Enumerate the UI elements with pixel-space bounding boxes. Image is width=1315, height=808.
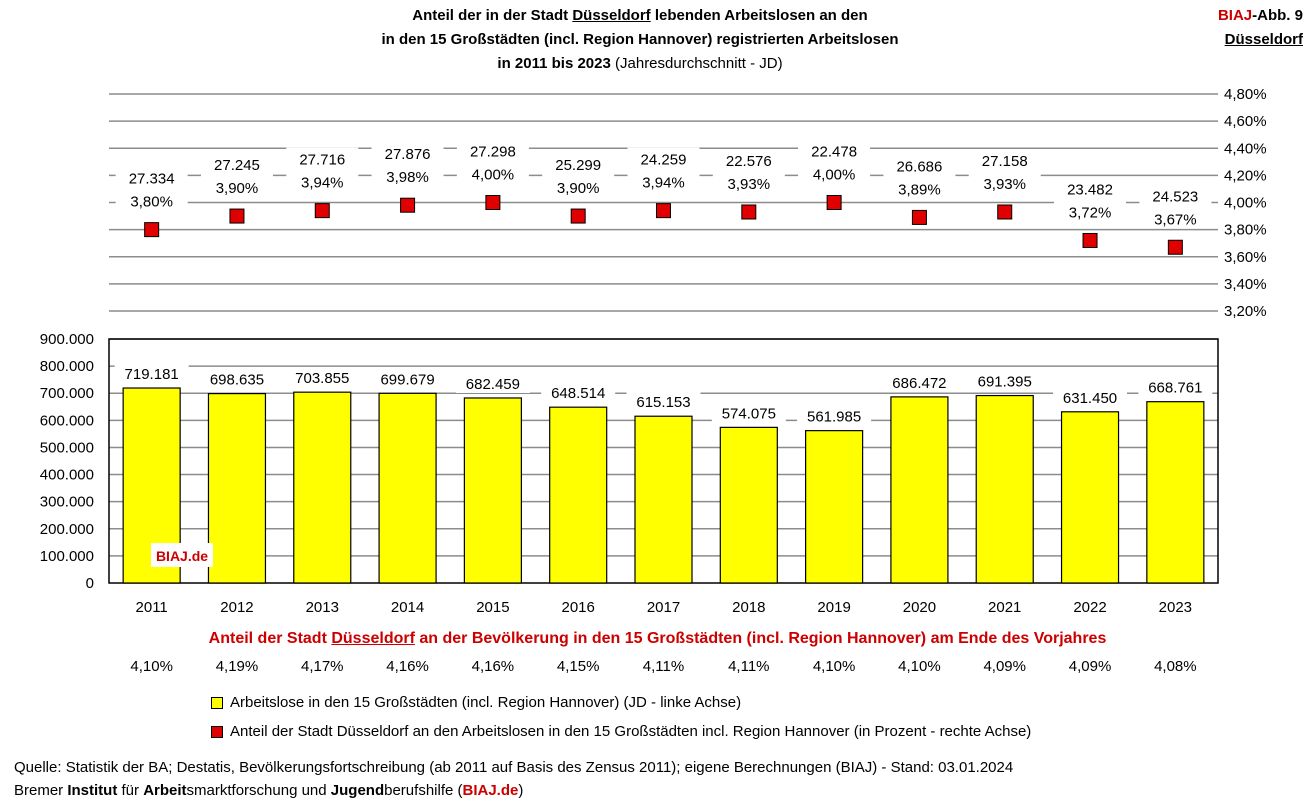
bar-2013 xyxy=(294,392,351,583)
left-axis-tick-label: 600.000 xyxy=(39,412,94,430)
marker-count-label: 27.876 xyxy=(384,146,431,164)
left-axis-tick-label: 0 xyxy=(85,575,94,592)
org-part: ) xyxy=(518,782,524,799)
population-share-value: 4,19% xyxy=(215,658,259,675)
right-axis-tick-label: 4,80% xyxy=(1224,86,1267,103)
share-title-b: an der Bevölkerung in den 15 Großstädten (incl. Region Hannover) am Ende des Vorjahres xyxy=(414,630,1107,647)
source-line: Quelle: Statistik der BA; Destatis, Bevölkerungsfortschreibung (ab 2011 auf Basis des Zensus 2011); eigene Berechnungen (BIAJ) - Stand: 03.01.2024 xyxy=(14,759,1014,776)
marker-2017 xyxy=(657,204,671,218)
title-line1-b: lebenden Arbeitslosen an den xyxy=(650,7,868,24)
bar-value-label: 574.075 xyxy=(721,405,776,423)
marker-percent-label: 3,80% xyxy=(130,193,173,211)
marker-percent-label: 4,00% xyxy=(471,166,515,184)
left-axis-tick-label: 300.000 xyxy=(39,493,94,511)
population-share-value: 4,10% xyxy=(812,658,856,675)
watermark: BIAJ.de xyxy=(155,548,209,564)
right-axis-tick-label: 4,40% xyxy=(1224,140,1267,158)
marker-2019 xyxy=(827,196,841,210)
marker-percent-label: 4,00% xyxy=(812,166,856,184)
title-line2: in den 15 Großstädten (incl. Region Hannover) registrierten Arbeitslosen xyxy=(381,31,899,48)
title-city: Düsseldorf xyxy=(572,7,651,24)
org-part: smarktforschung und xyxy=(186,782,331,799)
left-axis-tick-label: 100.000 xyxy=(39,547,94,565)
org-part: Jugend xyxy=(330,782,385,799)
marker-2012 xyxy=(230,209,244,223)
right-axis-tick-label: 4,60% xyxy=(1224,113,1267,131)
bar-value-label: 668.761 xyxy=(1148,379,1203,397)
population-share-value: 4,08% xyxy=(1154,658,1197,675)
x-tick-label: 2019 xyxy=(817,599,851,616)
population-share-value: 4,10% xyxy=(130,658,173,675)
org-part: für xyxy=(117,782,144,799)
org-link: BIAJ.de xyxy=(462,782,519,799)
marker-percent-label: 3,90% xyxy=(556,180,600,198)
title-line1-a: Anteil der in der Stadt xyxy=(412,7,573,24)
left-axis-tick-label: 400.000 xyxy=(39,466,94,484)
title-line3: in 2011 bis 2023 xyxy=(497,55,611,72)
bar-2014 xyxy=(379,393,436,583)
bar-2016 xyxy=(550,407,607,583)
bar-value-label: 691.395 xyxy=(977,373,1032,391)
bar-value-label: 686.472 xyxy=(892,374,947,392)
marker-2016 xyxy=(571,209,585,223)
marker-count-label: 27.245 xyxy=(214,157,260,175)
right-axis-tick-label: 4,00% xyxy=(1224,194,1267,212)
org-part: Bremer xyxy=(14,782,68,799)
left-axis-tick-label: 900.000 xyxy=(39,331,94,348)
population-share-title xyxy=(0,630,1315,648)
x-tick-label: 2023 xyxy=(1158,599,1193,616)
x-tick-label: 2022 xyxy=(1073,599,1107,616)
population-share-value: 4,09% xyxy=(983,658,1027,675)
legend-label-markers: Anteil der Stadt Düsseldorf an den Arbeitslosen in den 15 Großstädten incl. Region Hannover (in Prozent - rechte Achse) xyxy=(230,723,1032,740)
marker-percent-label: 3,89% xyxy=(898,181,941,199)
badge-city: Düsseldorf xyxy=(1224,31,1303,48)
marker-2013 xyxy=(315,204,329,218)
marker-percent-label: 3,94% xyxy=(642,174,685,192)
marker-2015 xyxy=(486,196,500,210)
right-axis-tick-label: 4,20% xyxy=(1224,167,1267,185)
x-tick-label: 2018 xyxy=(732,599,766,616)
x-tick-label: 2020 xyxy=(902,599,937,616)
bar-2020 xyxy=(891,397,948,583)
marker-count-label: 22.478 xyxy=(811,143,858,161)
population-share-value: 4,15% xyxy=(556,658,600,675)
x-tick-label: 2012 xyxy=(220,599,254,616)
marker-count-label: 24.259 xyxy=(640,151,687,169)
right-axis-tick-label: 3,40% xyxy=(1224,275,1267,293)
marker-count-label: 24.523 xyxy=(1152,188,1199,206)
marker-count-label: 27.716 xyxy=(299,151,346,169)
marker-percent-label: 3,72% xyxy=(1068,204,1112,222)
bar-value-label: 699.679 xyxy=(380,371,435,389)
org-part: berufshilfe ( xyxy=(384,782,463,799)
x-tick-label: 2014 xyxy=(390,599,425,616)
marker-2020 xyxy=(912,210,926,224)
marker-2022 xyxy=(1083,233,1097,247)
badge-label: -Abb. 9 xyxy=(1252,7,1303,24)
population-share-value: 4,16% xyxy=(386,658,429,675)
org-part: Institut xyxy=(67,782,118,799)
x-tick-label: 2017 xyxy=(646,599,681,616)
marker-2018 xyxy=(742,205,756,219)
marker-percent-label: 3,93% xyxy=(983,175,1027,193)
badge-brand: BIAJ xyxy=(1217,7,1253,24)
right-axis-tick-label: 3,20% xyxy=(1224,303,1267,320)
marker-count-label: 22.576 xyxy=(725,152,772,170)
marker-count-label: 27.334 xyxy=(128,170,175,188)
bar-2022 xyxy=(1062,412,1119,583)
bar-value-label: 561.985 xyxy=(806,408,862,426)
legend-label-bars: Arbeitslose in den 15 Großstädten (incl. Region Hannover) (JD - linke Achse) xyxy=(230,694,742,711)
right-axis-tick-label: 3,60% xyxy=(1224,248,1267,266)
marker-2021 xyxy=(998,205,1012,219)
bar-value-label: 719.181 xyxy=(124,366,179,384)
left-axis-tick-label: 700.000 xyxy=(39,385,94,403)
marker-2023 xyxy=(1168,240,1182,254)
legend-swatch-yellow xyxy=(211,697,223,709)
bar-value-label: 631.450 xyxy=(1062,389,1118,407)
bar-2015 xyxy=(464,398,521,583)
marker-percent-label: 3,93% xyxy=(727,175,771,193)
x-tick-label: 2013 xyxy=(305,599,339,616)
title-note: (Jahresdurchschnitt - JD) xyxy=(610,55,783,72)
x-tick-label: 2016 xyxy=(561,599,595,616)
legend-item-bars xyxy=(211,694,741,711)
left-axis-tick-label: 200.000 xyxy=(39,520,94,538)
marker-count-label: 25.299 xyxy=(555,157,602,175)
x-tick-label: 2015 xyxy=(476,599,510,616)
x-tick-label: 2021 xyxy=(988,599,1022,616)
population-share-value: 4,17% xyxy=(300,658,344,675)
bar-2017 xyxy=(635,416,692,583)
marker-count-label: 26.686 xyxy=(896,158,943,176)
bar-value-label: 703.855 xyxy=(295,370,350,388)
marker-count-label: 23.482 xyxy=(1067,181,1113,199)
population-share-value: 4,09% xyxy=(1068,658,1112,675)
bar-value-label: 682.459 xyxy=(465,375,521,393)
source-note xyxy=(14,756,1013,802)
x-tick-label: 2011 xyxy=(135,599,168,616)
marker-2011 xyxy=(145,223,159,237)
population-share-value: 4,16% xyxy=(471,658,515,675)
bar-2018 xyxy=(720,427,777,583)
legend-item-markers xyxy=(211,723,1031,740)
marker-percent-label: 3,67% xyxy=(1154,211,1197,229)
population-share-value: 4,11% xyxy=(728,658,770,675)
marker-percent-label: 3,94% xyxy=(300,174,344,192)
right-axis-tick-label: 3,80% xyxy=(1224,221,1267,239)
marker-percent-label: 3,98% xyxy=(386,169,429,187)
bar-2012 xyxy=(208,394,265,583)
bar-value-label: 648.514 xyxy=(551,385,606,403)
marker-2014 xyxy=(401,198,415,212)
bar-2021 xyxy=(976,396,1033,583)
bar-value-label: 615.153 xyxy=(636,394,691,412)
bar-2023 xyxy=(1147,402,1204,583)
bar-2019 xyxy=(806,431,863,583)
marker-percent-label: 3,90% xyxy=(215,180,259,198)
marker-count-label: 27.158 xyxy=(981,152,1028,170)
org-part: Arbeit xyxy=(143,782,187,799)
share-title-city: Düsseldorf xyxy=(331,630,415,647)
population-share-value: 4,11% xyxy=(642,658,685,675)
legend-swatch-red xyxy=(211,726,223,738)
left-axis-tick-label: 800.000 xyxy=(39,358,94,376)
population-share-value: 4,10% xyxy=(898,658,941,675)
left-axis-tick-label: 500.000 xyxy=(39,439,94,457)
share-title-a: Anteil der Stadt xyxy=(208,630,332,647)
bar-value-label: 698.635 xyxy=(209,371,265,389)
org-line xyxy=(14,779,1013,802)
marker-count-label: 27.298 xyxy=(469,143,516,161)
